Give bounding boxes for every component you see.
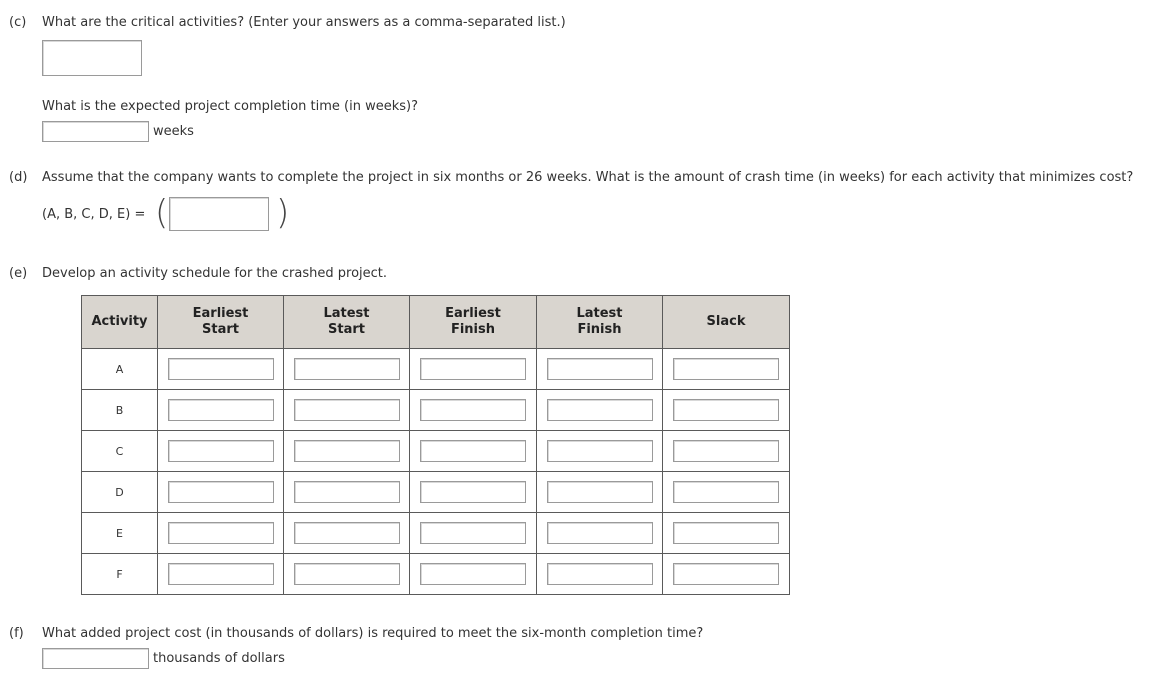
table-cell <box>663 349 790 390</box>
header-slack: Slack <box>663 296 790 349</box>
table-cell <box>537 513 663 554</box>
table-cell <box>663 513 790 554</box>
table-cell <box>284 431 410 472</box>
part-c-letter: (c) <box>9 15 27 30</box>
table-cell <box>158 390 284 431</box>
table-cell <box>663 431 790 472</box>
earliest-finish-input[interactable] <box>420 399 526 421</box>
table-cell <box>410 349 537 390</box>
completion-time-unit: weeks <box>153 124 194 139</box>
earliest-finish-input[interactable] <box>420 358 526 380</box>
earliest-finish-input[interactable] <box>420 440 526 462</box>
activity-label: C <box>82 431 158 472</box>
slack-input[interactable] <box>673 399 779 421</box>
latest-finish-input[interactable] <box>547 440 653 462</box>
activity-label: A <box>82 349 158 390</box>
slack-input[interactable] <box>673 440 779 462</box>
table-cell <box>537 390 663 431</box>
table-row <box>82 349 790 390</box>
close-paren-icon: ) <box>276 193 290 233</box>
latest-finish-input[interactable] <box>547 399 653 421</box>
latest-finish-input[interactable] <box>547 481 653 503</box>
earliest-finish-input[interactable] <box>420 563 526 585</box>
earliest-start-input[interactable] <box>168 440 274 462</box>
table-cell <box>663 554 790 595</box>
earliest-start-input[interactable] <box>168 399 274 421</box>
latest-finish-input[interactable] <box>547 563 653 585</box>
table-cell <box>537 431 663 472</box>
activity-label: B <box>82 390 158 431</box>
header-latest-finish: Latest Finish <box>537 296 663 349</box>
table-row <box>82 554 790 595</box>
latest-start-input[interactable] <box>294 358 400 380</box>
slack-input[interactable] <box>673 522 779 544</box>
crash-time-input[interactable] <box>169 197 269 231</box>
activity-label: D <box>82 472 158 513</box>
table-cell <box>284 513 410 554</box>
header-latest-start: Latest Start <box>284 296 410 349</box>
header-earliest-start: Earliest Start <box>158 296 284 349</box>
part-e-letter: (e) <box>9 266 28 281</box>
earliest-start-input[interactable] <box>168 481 274 503</box>
part-d-letter: (d) <box>9 170 28 185</box>
latest-start-input[interactable] <box>294 481 400 503</box>
earliest-start-input[interactable] <box>168 563 274 585</box>
table-cell <box>410 390 537 431</box>
table-cell <box>284 472 410 513</box>
earliest-finish-input[interactable] <box>420 481 526 503</box>
header-earliest-finish: Earliest Finish <box>410 296 537 349</box>
table-cell <box>410 554 537 595</box>
part-f-question: What added project cost (in thousands of dollars) is required to meet the six-month completion time? <box>42 626 704 641</box>
crash-tuple-label: (A, B, C, D, E) = <box>42 207 146 222</box>
part-c-question: What are the critical activities? (Enter your answers as a comma-separated list.) <box>42 15 566 30</box>
latest-start-input[interactable] <box>294 440 400 462</box>
activity-label: F <box>82 554 158 595</box>
activity-schedule-table <box>81 295 790 595</box>
table-row <box>82 431 790 472</box>
table-header-row <box>82 296 790 349</box>
table-row <box>82 472 790 513</box>
table-row <box>82 390 790 431</box>
table-cell <box>537 349 663 390</box>
open-paren-icon: ( <box>155 193 169 233</box>
table-cell <box>663 390 790 431</box>
table-cell <box>158 431 284 472</box>
critical-activities-input[interactable] <box>42 40 142 76</box>
latest-start-input[interactable] <box>294 522 400 544</box>
table-cell <box>537 554 663 595</box>
latest-finish-input[interactable] <box>547 358 653 380</box>
table-cell <box>410 513 537 554</box>
table-cell <box>158 472 284 513</box>
table-cell <box>284 390 410 431</box>
table-cell <box>158 554 284 595</box>
earliest-start-input[interactable] <box>168 522 274 544</box>
table-cell <box>158 349 284 390</box>
table-cell <box>410 431 537 472</box>
earliest-start-input[interactable] <box>168 358 274 380</box>
completion-time-question: What is the expected project completion time (in weeks)? <box>42 99 418 114</box>
table-cell <box>663 472 790 513</box>
table-cell <box>410 472 537 513</box>
added-cost-input[interactable] <box>42 648 149 669</box>
slack-input[interactable] <box>673 481 779 503</box>
table-cell <box>284 554 410 595</box>
part-d-question: Assume that the company wants to complete the project in six months or 26 weeks. What is the amount of crash time (in weeks) for each activity that minimizes cost? <box>42 170 1134 185</box>
table-cell <box>284 349 410 390</box>
added-cost-unit: thousands of dollars <box>153 651 285 666</box>
table-cell <box>537 472 663 513</box>
table-cell <box>158 513 284 554</box>
table-row <box>82 513 790 554</box>
part-e-question: Develop an activity schedule for the crashed project. <box>42 266 388 281</box>
slack-input[interactable] <box>673 358 779 380</box>
header-activity: Activity <box>82 296 158 349</box>
activity-label: E <box>82 513 158 554</box>
completion-time-input[interactable] <box>42 121 149 142</box>
latest-start-input[interactable] <box>294 563 400 585</box>
latest-finish-input[interactable] <box>547 522 653 544</box>
latest-start-input[interactable] <box>294 399 400 421</box>
slack-input[interactable] <box>673 563 779 585</box>
earliest-finish-input[interactable] <box>420 522 526 544</box>
part-f-letter: (f) <box>9 626 24 641</box>
